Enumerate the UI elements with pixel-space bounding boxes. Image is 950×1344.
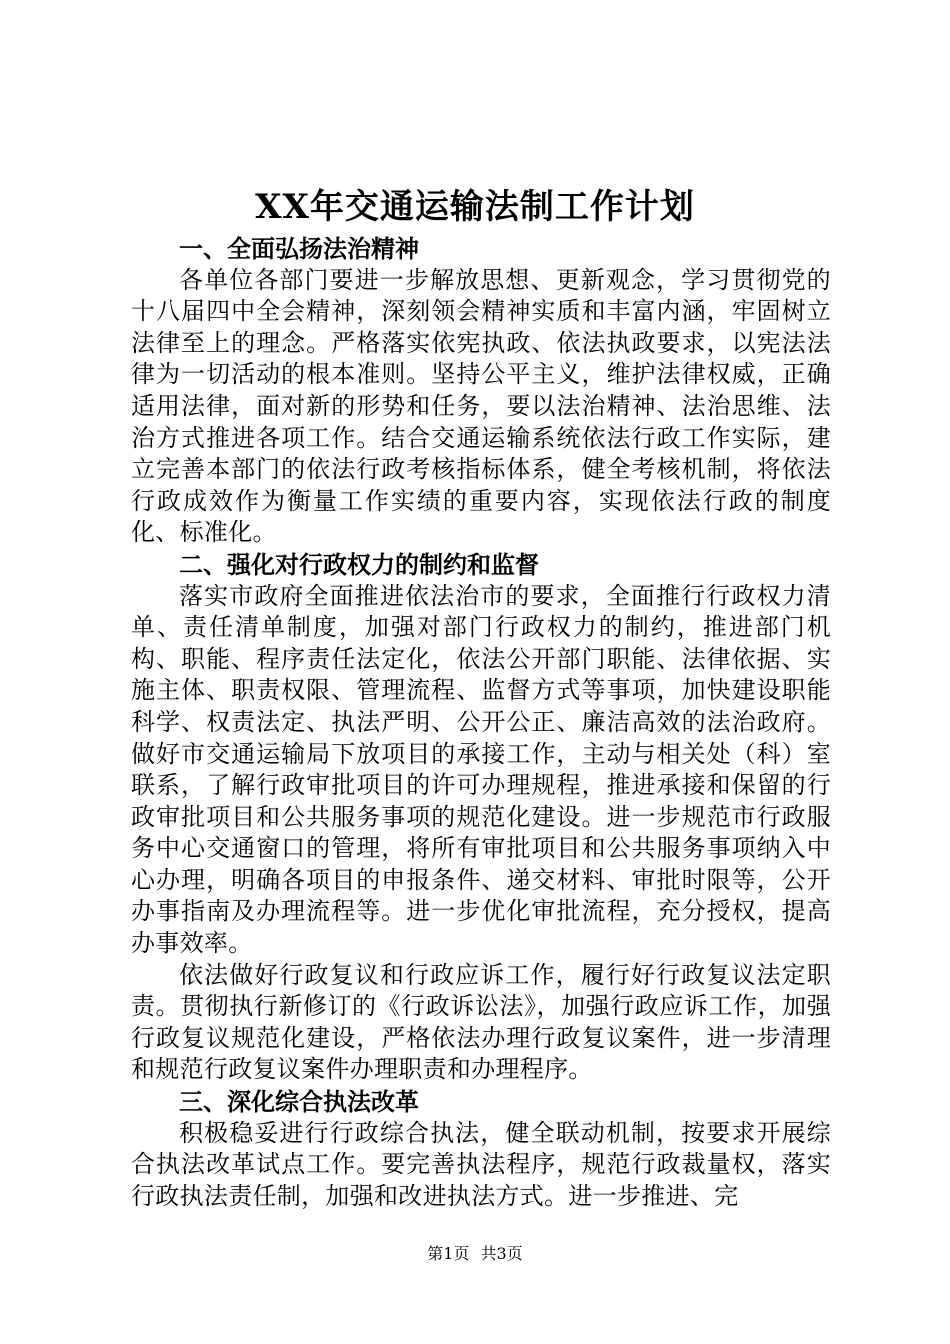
document-title: XX年交通运输法制工作计划 (255, 187, 695, 227)
section-2-paragraph-1: 落实市政府全面推进依法治市的要求，全面推行行政权力清单、责任清单制度，加强对部门行政权力的制约，推进部门机构、职能、程序责任法定化，依法公开部门职能、法律依据、实施主体、职责权限、管理流程、监督方式等事项，加快建设职能科学、权责法定、执法严明、公开公正、廉洁高效的法治政府。做好市交通运输局下放项目的承接工作，主动与相关处（科）室联系，了解行政审批项目的许可办理规程，推进承接和保留的行政审批项目和公共服务事项的规范化建设。进一步规范市行政服务中心交通窗口的管理，将所有审批项目和公共服务事项纳入中心办理，明确各项目的申报条件、递交材料、审批时限等，公开办事指南及办理流程等。进一步优化审批流程，充分授权，提高办事效率。 (131, 581, 831, 958)
section-3-paragraph-1: 积极稳妥进行行政综合执法，健全联动机制，按要求开展综合执法改革试点工作。要完善执法程序，规范行政裁量权，落实行政执法责任制，加强和改进执法方式。进一步推进、完 (131, 1118, 831, 1210)
section-heading-1: 一、全面弘扬法治精神 (179, 234, 419, 263)
page-total: 共3页 (480, 1244, 523, 1263)
section-heading-2: 二、强化对行政权力的制约和监督 (179, 549, 539, 579)
page-number: 第1页 (427, 1244, 470, 1263)
section-2-paragraph-2: 依法做好行政复议和行政应诉工作，履行好行政复议法定职责。贯彻执行新修订的《行政诉讼法》，加强行政应诉工作，加强行政复议规范化建设，严格依法办理行政复议案件，进一步清理和规范行政复议案件办理职责和办理程序。 (131, 960, 831, 1084)
document-body (131, 233, 831, 1212)
section-1-paragraph-1: 各单位各部门要进一步解放思想、更新观念，学习贯彻党的十八届四中全会精神，深刻领会精神实质和丰富内涵，牢固树立法律至上的理念。严格落实依宪执政、依法执政要求，以宪法法律为一切活动的根本准则。坚持公平主义，维护法律权威，正确适用法律，面对新的形势和任务，要以法治精神、法治思维、法治方式推进各项工作。结合交通运输系统依法行政工作实际，建立完善本部门的依法行政考核指标体系，健全考核机制，将依法行政成效作为衡量工作实绩的重要内容，实现依法行政的制度化、标准化。 (131, 265, 831, 547)
page-footer (0, 1243, 950, 1265)
section-heading-3: 三、深化综合执法改革 (179, 1087, 419, 1117)
